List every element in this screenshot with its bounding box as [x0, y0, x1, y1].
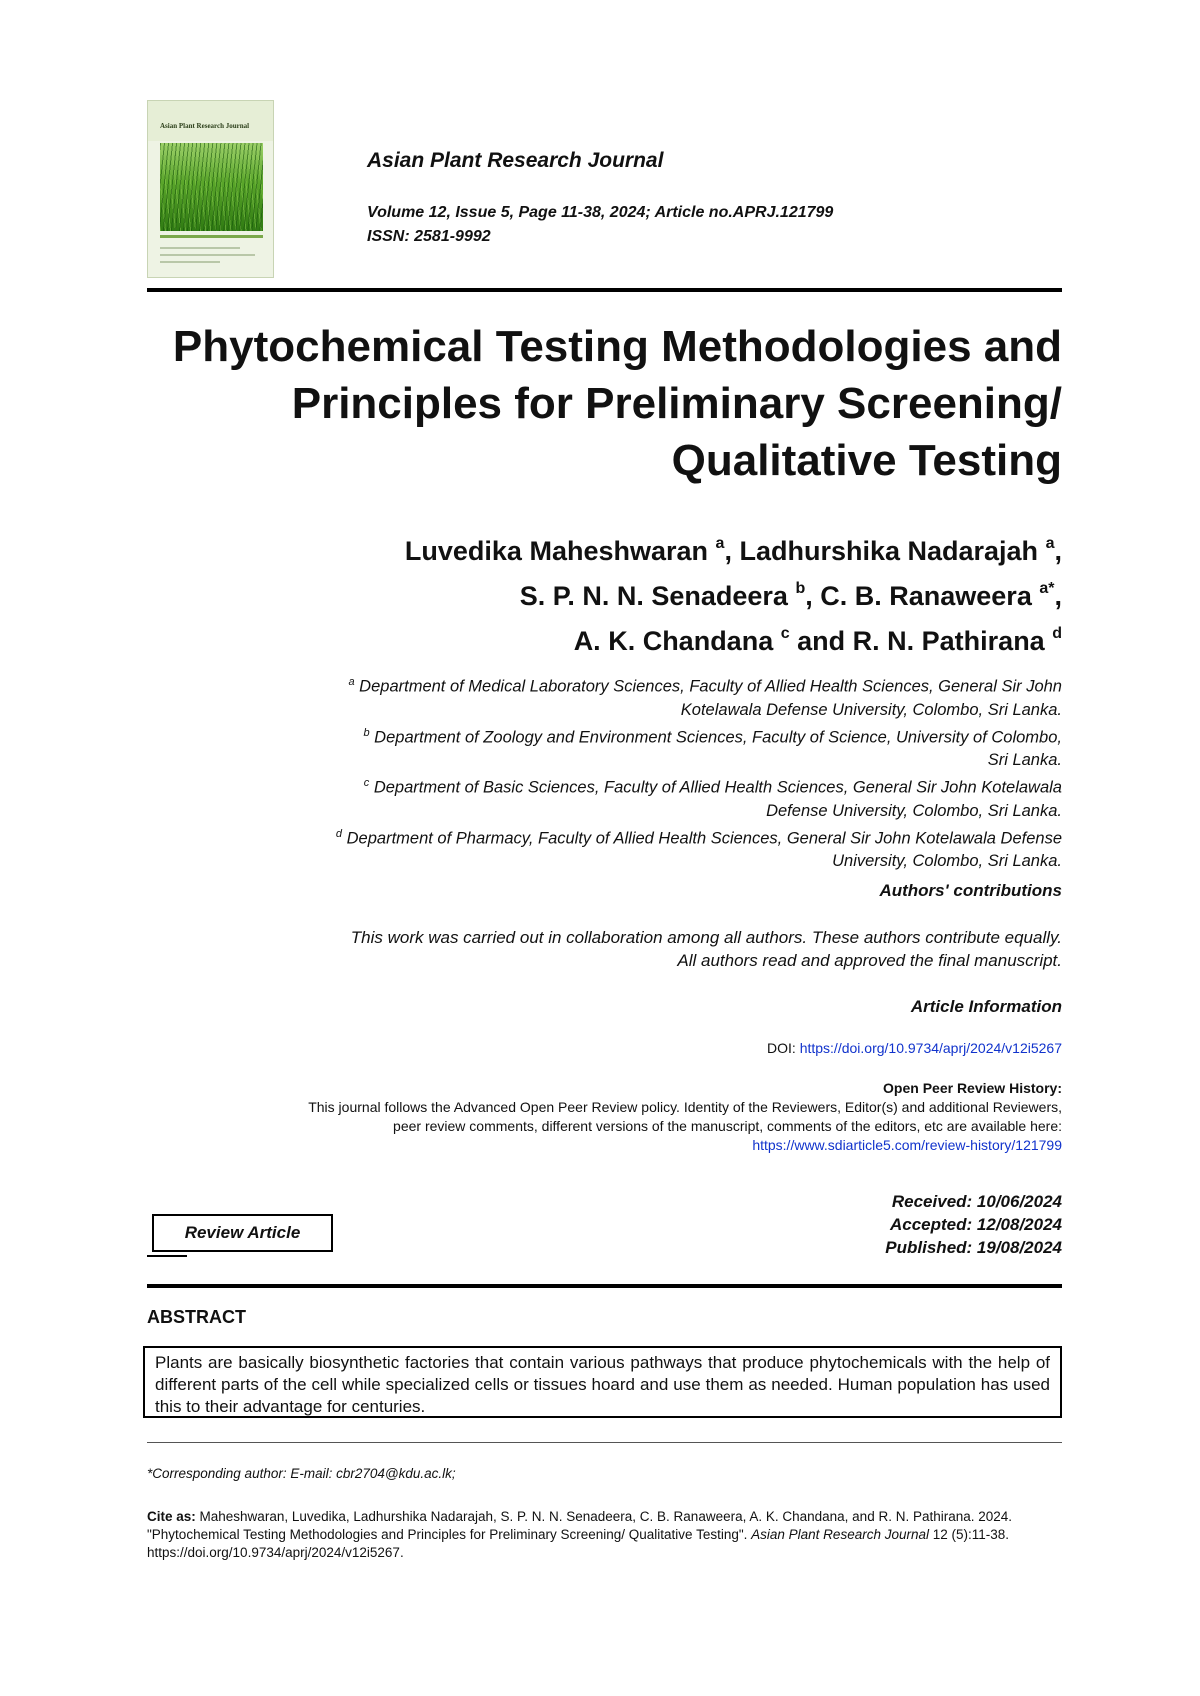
- cover-title: Asian Plant Research Journal: [160, 122, 250, 130]
- journal-name: Asian Plant Research Journal: [367, 149, 664, 172]
- affiliation: [147, 772, 1062, 800]
- affiliation-text: Department of Medical Laboratory Sciences, Faculty of Allied Health Sciences, General Sir John: [359, 677, 1062, 696]
- author-affiliation-mark: b: [795, 580, 806, 597]
- author-affiliation-mark: c: [780, 625, 790, 642]
- author-name: Luvedika Maheshwaran: [404, 536, 709, 566]
- affiliation-text: Kotelawala Defense University, Colombo, Sri Lanka.: [680, 700, 1062, 719]
- cover-text-line: [160, 247, 240, 249]
- contributions-line: This work was carried out in collaboration among all authors. These authors contribute equally.: [350, 928, 1062, 947]
- cover-bar: [160, 235, 263, 238]
- author-name: S. P. N. N. Senadeera: [519, 581, 788, 611]
- cover-text-line: [160, 261, 220, 263]
- author-affiliation-mark: a: [1045, 535, 1055, 552]
- author-name: Ladhurshika Nadarajah: [739, 536, 1039, 566]
- peer-review-heading: Open Peer Review: [883, 1080, 1006, 1096]
- cite-journal: Asian Plant Research Journal: [751, 1527, 929, 1542]
- cover-header: [148, 101, 273, 141]
- badge-underline: [147, 1255, 187, 1257]
- cover-text-line: [160, 254, 255, 256]
- author-affiliation-mark: a*: [1039, 580, 1055, 597]
- affiliation-mark: c: [363, 777, 370, 789]
- author-separator: and: [789, 626, 853, 656]
- volume-line: Volume 12, Issue 5, Page 11-38, 2024; Article no.APRJ.121799: [367, 204, 834, 221]
- header-rule: [147, 288, 1062, 292]
- cover-grass-photo: [160, 143, 263, 231]
- author-name: C. B. Ranaweera: [820, 581, 1032, 611]
- affiliation-text: Department of Pharmacy, Faculty of Allied Health Sciences, General Sir John Kotelawala Defense: [346, 829, 1062, 847]
- corresponding-author: *Corresponding author: E-mail: cbr2704@kdu.ac.lk;: [147, 1466, 456, 1481]
- affiliation: [147, 722, 1062, 750]
- peer-review-text: peer review comments, different versions of the manuscript, comments of the editors, etc are available here:: [393, 1118, 1062, 1134]
- citation: [147, 1508, 1062, 1562]
- accepted-date: Accepted: 12/08/2024: [890, 1215, 1062, 1234]
- author-separator: ,: [805, 581, 821, 611]
- abstract-rule: [147, 1284, 1062, 1288]
- issn: ISSN: 2581-9992: [367, 228, 491, 245]
- peer-review-history: [147, 1079, 1062, 1155]
- footnote-rule: [147, 1442, 1062, 1443]
- affiliation-text: University, Colombo, Sri Lanka.: [832, 852, 1062, 870]
- affiliation-text: Department of Basic Sciences, Faculty of Allied Health Sciences, General Sir John Kotelawala: [373, 778, 1062, 797]
- author-affiliation-mark: d: [1052, 625, 1062, 642]
- affiliation-mark: d: [335, 827, 343, 840]
- author-name: A. K. Chandana: [573, 626, 774, 656]
- abstract-text: Plants are basically biosynthetic factories that contain various pathways that produce phytochemicals with the help of different parts of the cell while specialized cells or tissues hoard and use them as needed. Human population has used this to their advantage for centuries.: [143, 1346, 1062, 1418]
- contributions-text: [147, 926, 1062, 972]
- peer-review-link[interactable]: https://www.sdiarticle5.com/review-history/121799: [752, 1137, 1062, 1153]
- author-name: R. N. Pathirana: [852, 626, 1045, 656]
- doi-link[interactable]: https://doi.org/10.9734/aprj/2024/v12i5267: [799, 1040, 1062, 1056]
- received-date: Received: 10/06/2024: [891, 1192, 1062, 1211]
- affiliation: [147, 671, 1062, 699]
- affiliation: [147, 823, 1062, 851]
- cite-label: Cite as:: [147, 1509, 196, 1524]
- article-info-heading: Article Information: [910, 997, 1062, 1016]
- affiliation-text: Defense University, Colombo, Sri Lanka.: [766, 801, 1062, 820]
- doi-label: DOI:: [767, 1040, 800, 1056]
- published-date: Published: 19/08/2024: [885, 1238, 1062, 1257]
- author-separator: ,: [1054, 581, 1062, 611]
- affiliation-mark: a: [348, 676, 355, 688]
- author-separator: ,: [724, 536, 740, 566]
- affiliations: [147, 671, 1062, 873]
- affiliation-text: Department of Zoology and Environment Sciences, Faculty of Science, University of Colombo,: [374, 728, 1062, 746]
- contributions-heading: Authors' contributions: [879, 881, 1062, 900]
- peer-review-text: This journal follows the Advanced Open Peer Review policy. Identity of the Reviewers, Editor(s) and additional Reviewers,: [308, 1099, 1062, 1115]
- doi: [767, 1040, 1062, 1056]
- journal-cover-image: [147, 100, 274, 278]
- cite-tail: 12 (5):11-38. https://doi.org/10.9734/aprj/2024/v12i5267.: [147, 1527, 1010, 1560]
- peer-review-heading-suffix: History:: [1005, 1080, 1062, 1096]
- paper-title: Phytochemical Testing Methodologies and Principles for Preliminary Screening/ Qualitative Testing: [172, 322, 1062, 485]
- affiliation-text: Sri Lanka.: [987, 751, 1062, 769]
- author-affiliation-mark: a: [715, 535, 725, 552]
- author-list: [147, 526, 1062, 661]
- author-separator: ,: [1054, 536, 1062, 566]
- affiliation-mark: b: [363, 726, 370, 739]
- contributions-line: All authors read and approved the final manuscript.: [677, 951, 1062, 970]
- cite-text: Maheshwaran, Luvedika, Ladhurshika Nadarajah, S. P. N. N. Senadeera, C. B. Ranaweera, A. K. Chandana, and R. N. Pathirana. 2024. "Phytochemical Testing Methodologies and Principles for Preliminary Screening/ Qualitative Testing".: [147, 1509, 1013, 1542]
- abstract-heading: ABSTRACT: [147, 1307, 246, 1327]
- article-type-badge: Review Article: [152, 1214, 333, 1252]
- article-dates: [885, 1190, 1062, 1259]
